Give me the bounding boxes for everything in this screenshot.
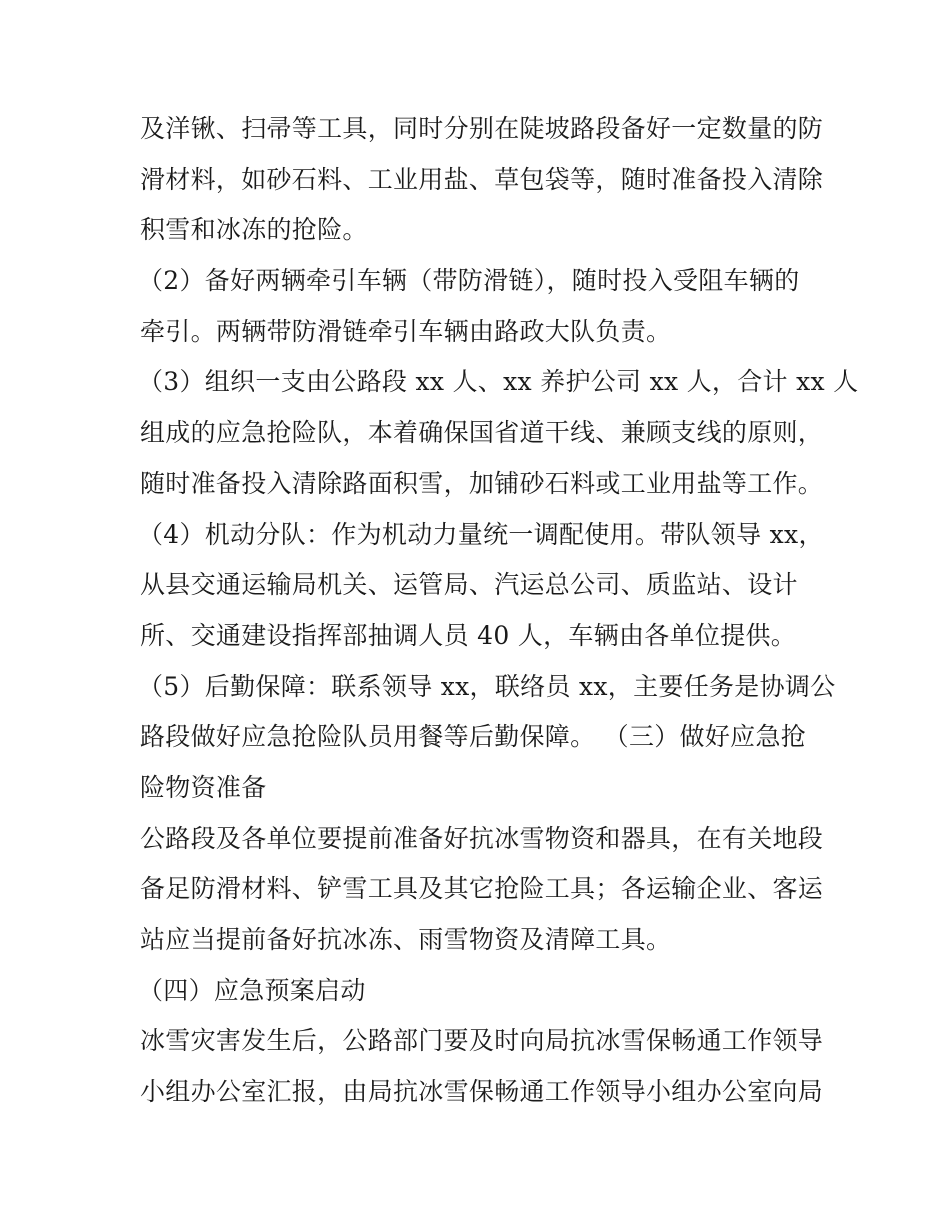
text-line: （5）后勤保障：联系领导 xx，联络员 xx，主要任务是协调公 <box>138 671 836 701</box>
section-heading: （四）应急预案启动 <box>138 975 366 1005</box>
text-line: 组成的应急抢险队，本着确保国省道干线、兼顾支线的原则， <box>140 418 824 448</box>
text-line: 积雪和冰冻的抢险。 <box>140 215 368 245</box>
text-line: 滑材料，如砂石料、工业用盐、草包袋等，随时准备投入清除 <box>140 164 824 194</box>
text-line: 冰雪灾害发生后，公路部门要及时向局抗冰雪保畅通工作领导 <box>140 1026 824 1056</box>
text-line: （3）组织一支由公路段 xx 人、xx 养护公司 xx 人，合计 xx 人 <box>138 367 859 397</box>
text-line: （2）备好两辆牵引车辆（带防滑链），随时投入受阻车辆的 <box>138 266 800 296</box>
text-line: 从县交通运输局机关、运管局、汽运总公司、质监站、设计 <box>140 570 798 600</box>
text-line: 牵引。两辆带防滑链牵引车辆由路政大队负责。 <box>140 316 672 346</box>
text-line: 险物资准备 <box>140 772 267 802</box>
text-line: 随时准备投入清除路面积雪，加铺砂石料或工业用盐等工作。 <box>140 468 824 498</box>
text-line: 备足防滑材料、铲雪工具及其它抢险工具；各运输企业、客运 <box>140 874 824 904</box>
text-line: 及洋锹、扫帚等工具，同时分别在陡坡路段备好一定数量的防 <box>140 114 824 143</box>
document-body <box>138 104 859 1118</box>
text-line: （4）机动分队：作为机动力量统一调配使用。带队领导 xx， <box>138 519 824 549</box>
text-line: 小组办公室汇报，由局抗冰雪保畅通工作领导小组办公室向局 <box>140 1077 824 1107</box>
text-line: 所、交通建设指挥部抽调人员 40 人，车辆由各单位提供。 <box>140 620 797 650</box>
text-line: 站应当提前备好抗冰冻、雨雪物资及清障工具。 <box>140 925 672 954</box>
text-line: 路段做好应急抢险队员用餐等后勤保障。 （三）做好应急抢 <box>140 722 807 752</box>
text-line: 公路段及各单位要提前准备好抗冰雪物资和器具，在有关地段 <box>140 823 824 853</box>
